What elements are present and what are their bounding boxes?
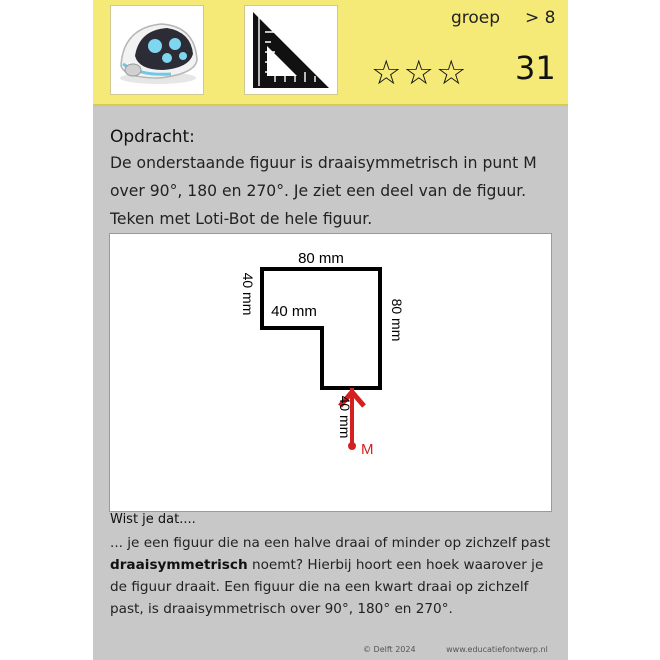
card-footer (363, 645, 576, 654)
task-text: De onderstaande figuur is draaisymmetrisch in punt M over 90°, 180 en 270°. Je ziet een deel van de figuur. Teken met Loti-Bot de hele figuur. (110, 154, 537, 228)
figure-panel (109, 233, 552, 512)
label-top: 80 mm (298, 250, 344, 267)
label-inner: 40 mm (271, 303, 317, 320)
set-square-icon (244, 5, 338, 95)
difficulty-stars-icon: ☆☆☆ (371, 53, 469, 93)
group-label: groep (451, 8, 501, 28)
card-header (93, 0, 568, 106)
info-heading: Wist je dat.... (110, 512, 196, 527)
info-text (110, 532, 560, 620)
card-number: 31 (515, 49, 556, 87)
center-point-m (348, 442, 356, 450)
label-point-m: M (361, 441, 374, 458)
label-left: 40 mm (240, 272, 256, 316)
loti-bot-robot-image (110, 5, 204, 95)
label-stem: 40 mm (337, 395, 353, 439)
copyright-text: © Delft 2024 (363, 645, 416, 654)
figure-outline (262, 269, 380, 388)
info-line-1: ... je een figuur die na een halve draai of minder op zichzelf past (110, 535, 551, 551)
rotation-figure (110, 234, 551, 511)
info-line-2: noemt? Hierbij hoort een hoek waarover je de figuur draait. Een figuur die na een kwart draai op zichzelf past, is draaisymmetrisch over 90°, 180° en 270°. (110, 557, 544, 617)
task-heading: Opdracht: (110, 127, 195, 147)
label-right: 80 mm (389, 298, 405, 342)
website-link[interactable]: www.educatiefontwerp.nl (446, 645, 548, 654)
activity-card (93, 0, 568, 660)
info-term: draaisymmetrisch (110, 557, 248, 573)
group-level: > 8 (525, 8, 556, 28)
